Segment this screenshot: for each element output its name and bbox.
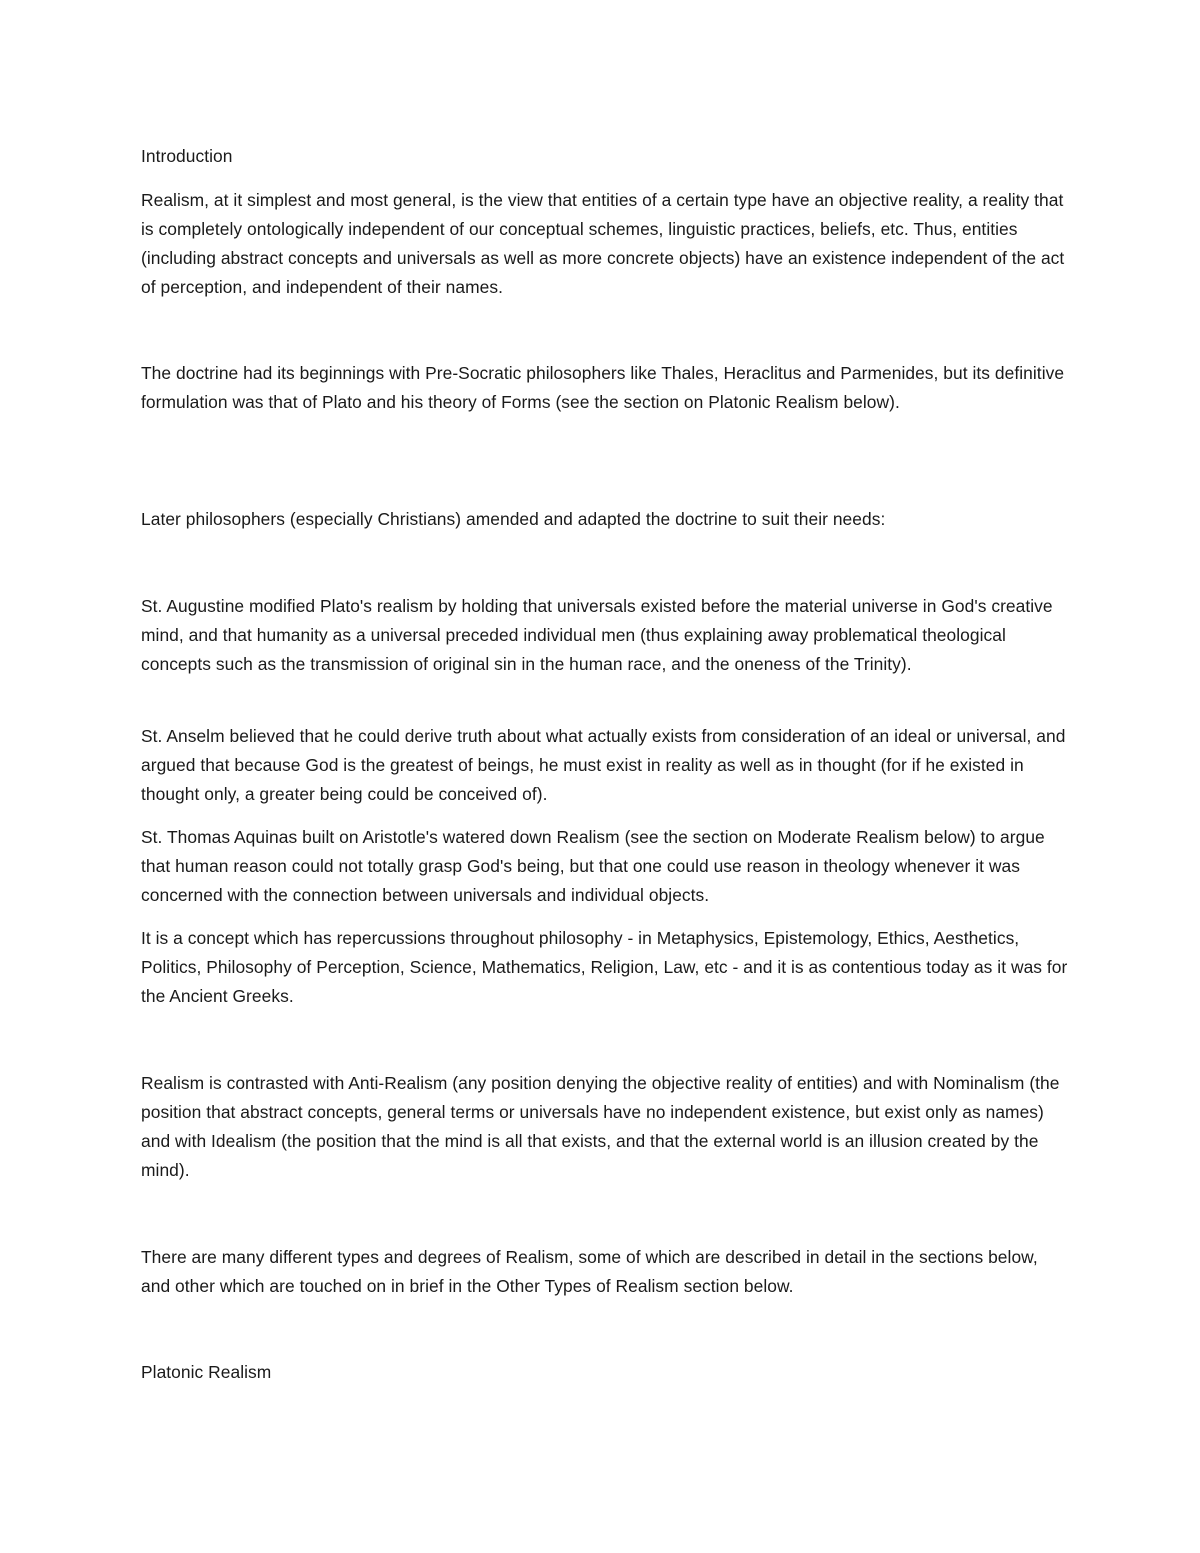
heading-platonic-realism: Platonic Realism: [141, 1362, 272, 1382]
paragraph-realism-definition: Realism, at it simplest and most general, is the view that entities of a certain type have an objective reality, a reality that is completely ontologically independent of our conceptual schemes, linguistic practices, beliefs, etc. Thus, entities (including abstract concepts and universals as well as more concrete objects) have an existence independent of the act of perception, and independent of their names.: [141, 190, 1065, 297]
paragraph-doctrine-origins: The doctrine had its beginnings with Pre-Socratic philosophers like Thales, Heraclitus and Parmenides, but its definitive formulation was that of Plato and his theory of Forms (see the section on Platonic Realism below).: [141, 363, 1065, 412]
paragraph-repercussions: It is a concept which has repercussions throughout philosophy - in Metaphysics, Epistemology, Ethics, Aesthetics, Politics, Philosophy of Perception, Science, Mathematics, Religion, Law, etc - and it is as contentious today as it was for the Ancient Greeks.: [141, 928, 1068, 1006]
paragraph-aquinas: St. Thomas Aquinas built on Aristotle's watered down Realism (see the section on Moderate Realism below) to argue that human reason could not totally grasp God's being, but that one could use reason in theology whenever it was concerned with the connection between universals and individual objects.: [141, 827, 1045, 905]
paragraph-types-of-realism: There are many different types and degrees of Realism, some of which are described in detail in the sections below, and other which are touched on in brief in the Other Types of Realism section below.: [141, 1247, 1038, 1296]
paragraph-anti-realism: Realism is contrasted with Anti-Realism (any position denying the objective reality of entities) and with Nominalism (the position that abstract concepts, general terms or universals have no independent existence, but exist only as names) and with Idealism (the position that the mind is all that exists, and that the external world is an illusion created by the mind).: [141, 1073, 1060, 1180]
heading-introduction: Introduction: [141, 146, 233, 166]
paragraph-later-philosophers: Later philosophers (especially Christians) amended and adapted the doctrine to suit their needs:: [141, 509, 886, 529]
paragraph-augustine: St. Augustine modified Plato's realism by holding that universals existed before the material universe in God's creative mind, and that humanity as a universal preceded individual men (thus explaining away problematical theological concepts such as the transmission of original sin in the human race, and the oneness of the Trinity).: [141, 596, 1053, 674]
paragraph-anselm: St. Anselm believed that he could derive truth about what actually exists from consideration of an ideal or universal, and argued that because God is the greatest of beings, he must exist in reality as well as in thought (for if he existed in thought only, a greater being could be conceived of).: [141, 726, 1066, 804]
